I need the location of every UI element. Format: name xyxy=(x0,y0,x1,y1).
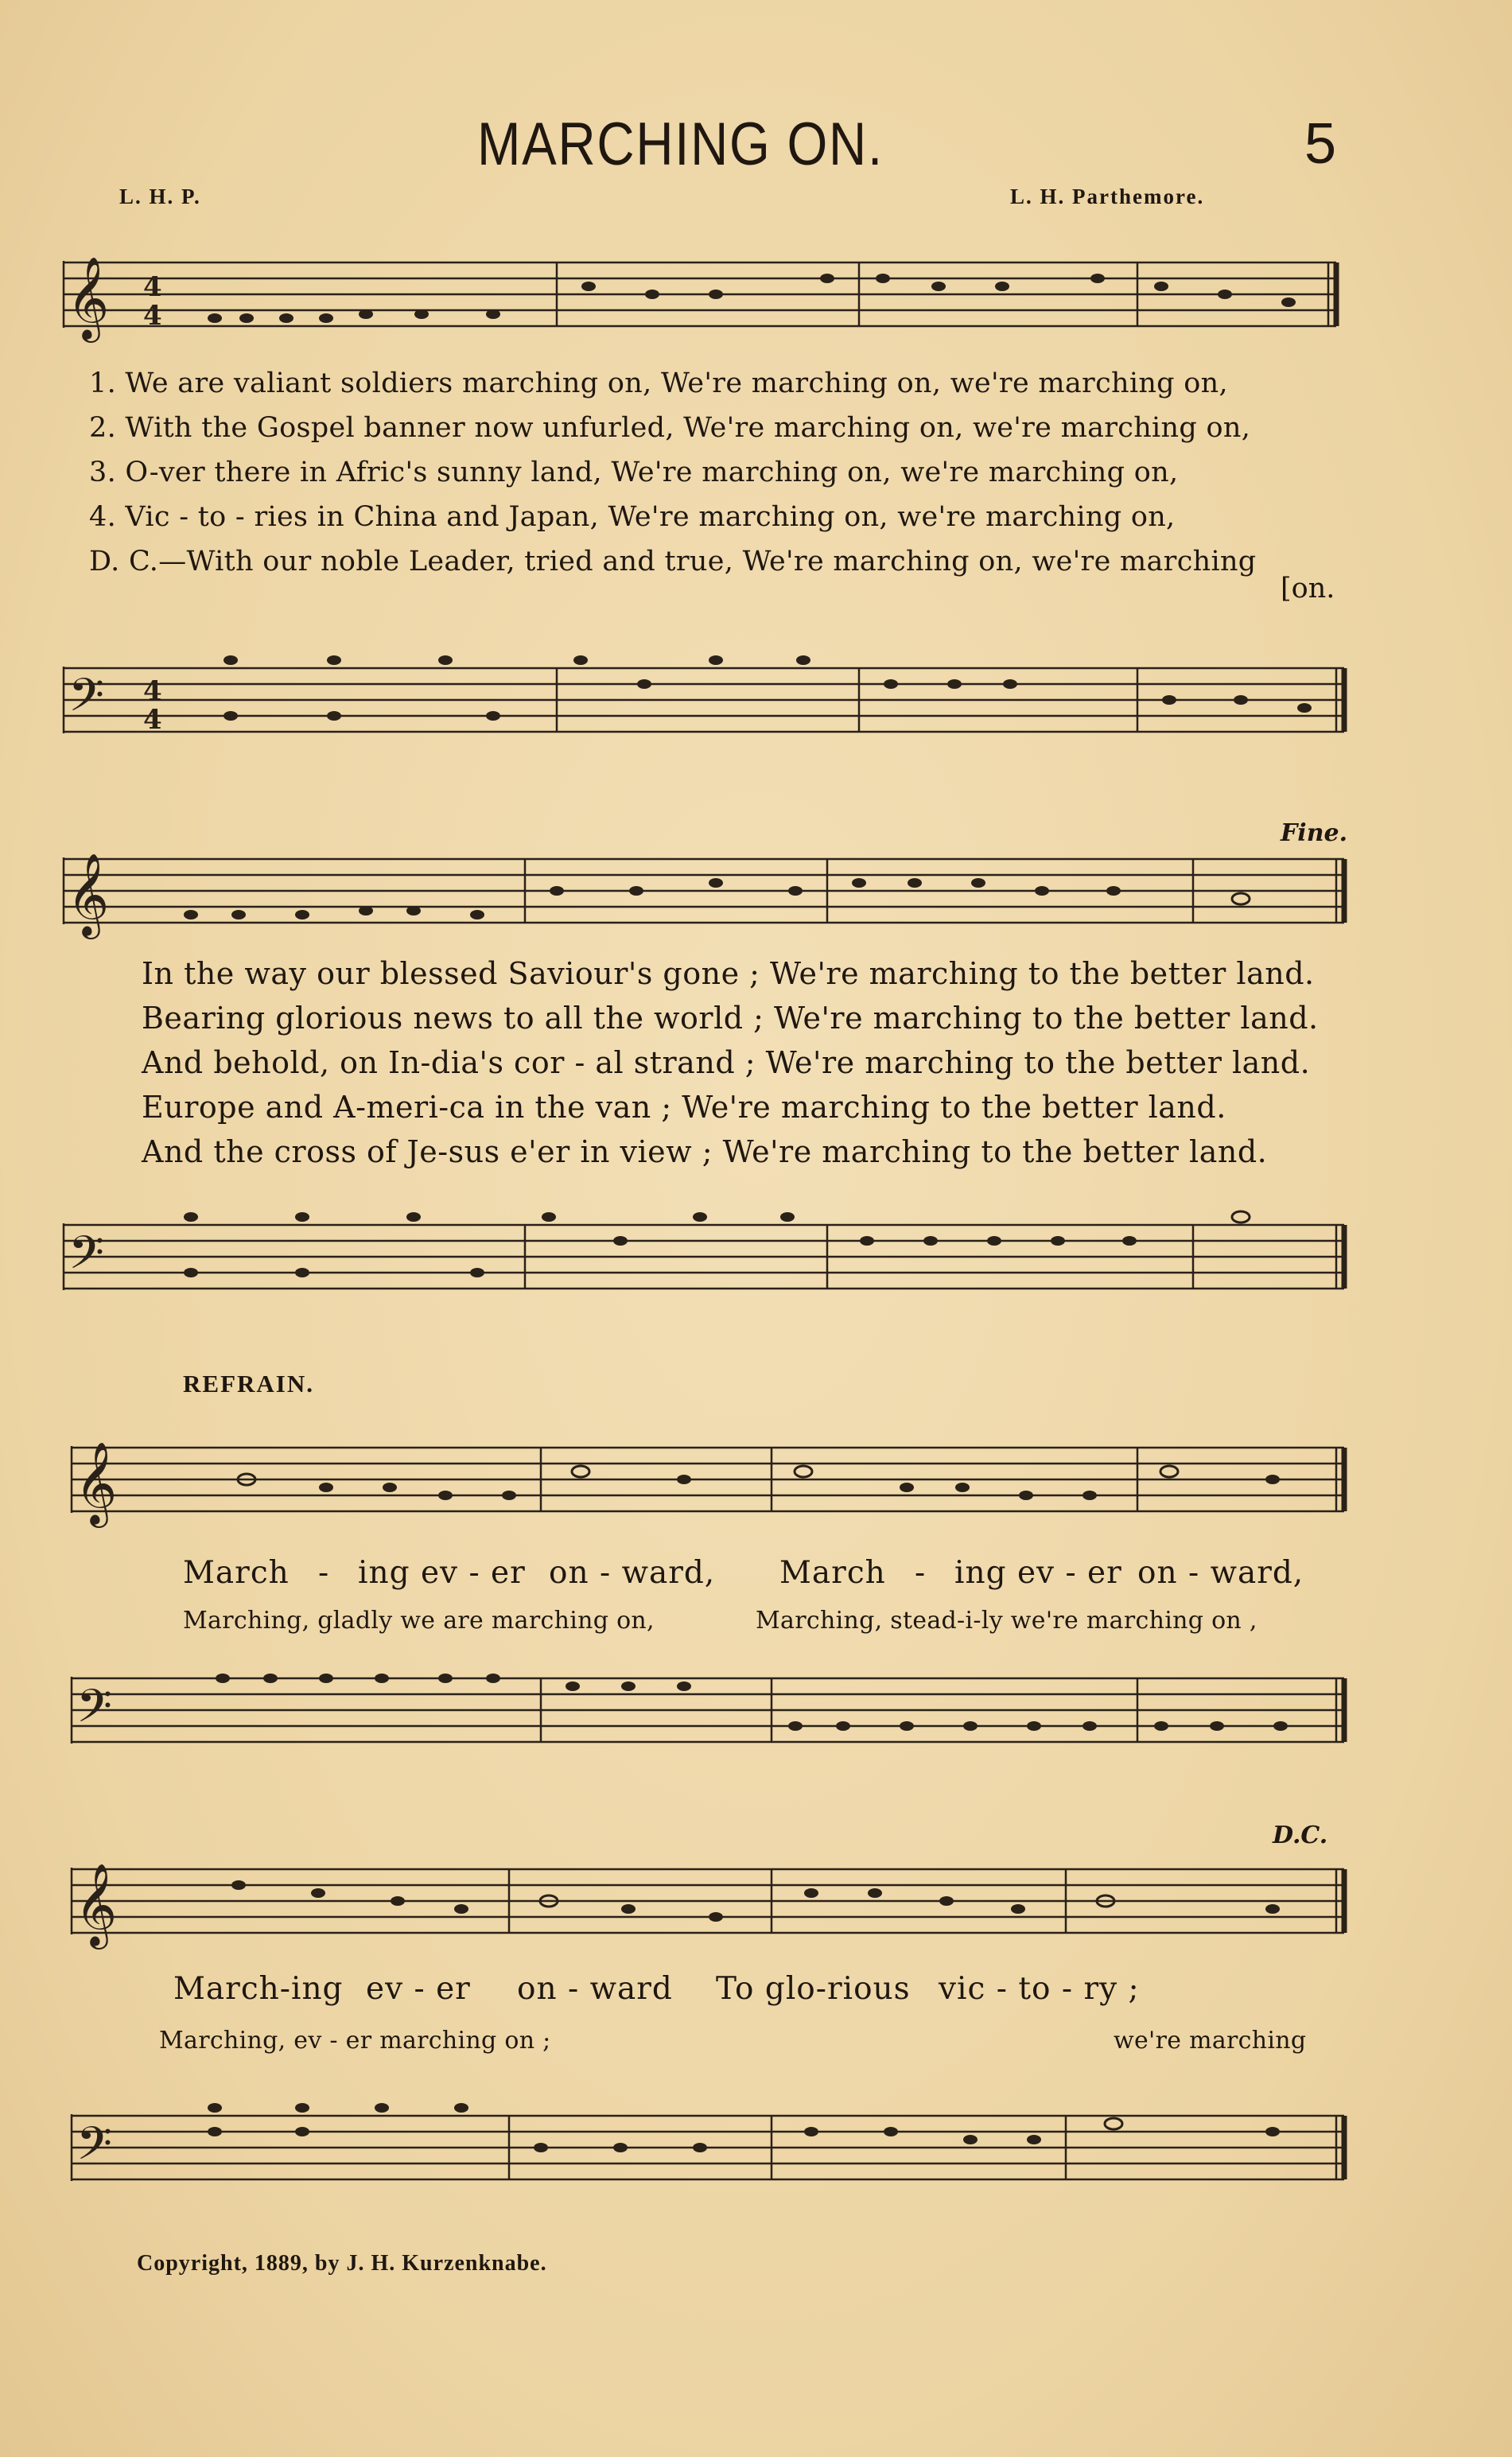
refrain1-word2: - xyxy=(318,1555,330,1591)
verse2-line1: In the way our blessed Saviour's gone ; We're marching to the better land. xyxy=(142,956,1315,991)
refrain2-word5: vic - to - ry ; xyxy=(939,1971,1140,2007)
staff-system1-bass xyxy=(0,636,1512,772)
staff-system2-treble xyxy=(0,827,1512,970)
svg-text:𝄞: 𝄞 xyxy=(75,1863,118,1946)
refrain2-word4: To glo-rious xyxy=(716,1971,911,2007)
staff-refrain2-bass xyxy=(0,2068,1512,2227)
refrain1-word8: on - ward, xyxy=(1137,1555,1304,1591)
verse2-line4: Europe and A-meri-ca in the van ; We're marching to the better land. xyxy=(142,1090,1226,1125)
lyricist-credit: L. H. P. xyxy=(119,185,201,208)
refrain1-word1: March xyxy=(183,1555,290,1591)
svg-text:𝄢: 𝄢 xyxy=(68,1226,105,1291)
svg-text:𝄢: 𝄢 xyxy=(76,1679,113,1744)
copyright-notice: Copyright, 1889, by J. H. Kurzenknabe. xyxy=(137,2251,547,2276)
verse1-line2: 2. With the Gospel banner now unfurled, We're marching on, we're marching on, xyxy=(89,412,1251,444)
refrain1-subtext1: Marching, gladly we are marching on, xyxy=(183,1607,655,1635)
refrain1-word5: March xyxy=(779,1555,886,1591)
verse2-line5: And the cross of Je-sus e'er in view ; We're marching to the better land. xyxy=(142,1134,1268,1169)
refrain2-word2: ev - er xyxy=(366,1971,471,2007)
svg-text:𝄞: 𝄞 xyxy=(67,853,110,936)
verse2-line3: And behold, on In-dia's cor - al strand ; We're marching to the better land. xyxy=(142,1045,1311,1080)
refrain1-subtext2: Marching, stead-i-ly we're marching on , xyxy=(756,1607,1257,1635)
verse2-line2: Bearing glorious news to all the world ; We're marching to the better land. xyxy=(142,1001,1319,1036)
refrain1-word6: - xyxy=(915,1555,927,1591)
svg-text:𝄞: 𝄞 xyxy=(75,1441,118,1525)
verse1-line4: 4. Vic - to - ries in China and Japan, We're marching on, we're marching on, xyxy=(89,501,1176,533)
verse1-line5: D. C.—With our noble Leader, tried and true, We're marching on, we're marching xyxy=(89,546,1257,577)
svg-text:𝄢: 𝄢 xyxy=(68,668,105,733)
fine-marking: Fine. xyxy=(1281,819,1348,847)
verse-continuation: [on. xyxy=(1281,573,1335,605)
staff-system1-treble xyxy=(0,239,1512,374)
staff-refrain1-bass xyxy=(0,1639,1512,1798)
svg-text:𝄞: 𝄞 xyxy=(67,256,110,340)
svg-text:𝄢: 𝄢 xyxy=(76,2117,113,2182)
page-title: MARCHING ON. xyxy=(477,111,884,178)
refrain1-word4: on - ward, xyxy=(549,1555,716,1591)
refrain2-subtext1: Marching, ev - er marching on ; xyxy=(159,2027,551,2055)
refrain-label: REFRAIN. xyxy=(183,1370,314,1398)
refrain2-subtext2: we're marching xyxy=(1114,2027,1307,2055)
page-number: 5 xyxy=(1304,112,1337,176)
staff-refrain2-treble xyxy=(0,1845,1512,1981)
refrain2-word1: March-ing xyxy=(173,1971,344,2007)
dc-marking: D.C. xyxy=(1273,1821,1328,1849)
refrain1-word3: ing ev - er xyxy=(358,1555,526,1591)
svg-text:4: 4 xyxy=(143,271,162,303)
svg-text:4: 4 xyxy=(143,675,162,707)
refrain1-word7: ing ev - er xyxy=(954,1555,1122,1591)
verse1-line3: 3. O-ver there in Afric's sunny land, We're marching on, we're marching on, xyxy=(89,457,1179,488)
svg-text:4: 4 xyxy=(143,300,162,332)
verse1-line1: 1. We are valiant soldiers marching on, We're marching on, we're marching on, xyxy=(89,367,1228,399)
composer-credit: L. H. Parthemore. xyxy=(1010,185,1205,208)
staff-refrain1-treble xyxy=(0,1424,1512,1559)
svg-text:4: 4 xyxy=(143,704,162,736)
staff-system2-bass xyxy=(0,1201,1512,1336)
refrain2-word3: on - ward xyxy=(517,1971,673,2007)
